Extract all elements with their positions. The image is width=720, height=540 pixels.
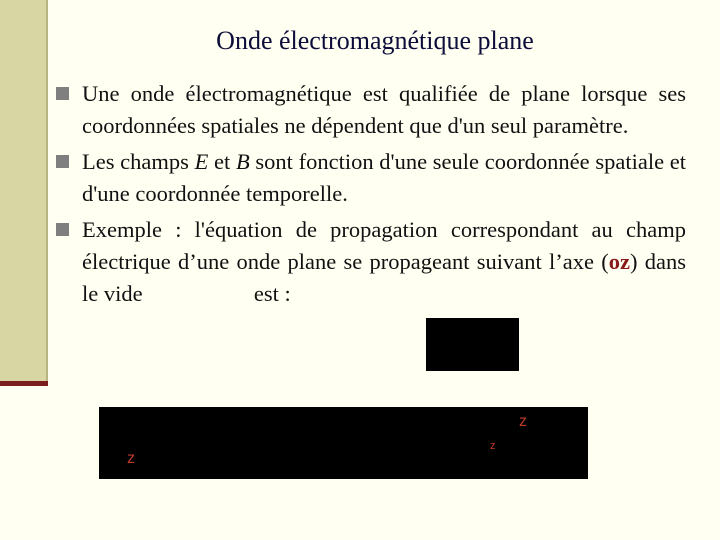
bullet-text-middle: ) dans le vide	[82, 249, 686, 306]
bullet-example	[56, 214, 686, 310]
field-e-symbol: E	[194, 149, 209, 174]
bullet-text: Une onde électromagnétique est qualifiée de plane lorsque ses coordonnées spatiales ne dépendent que d'un seul paramètre.	[82, 81, 686, 138]
bullet-list	[56, 78, 686, 314]
square-bullet-icon	[56, 223, 69, 236]
slide-title: Onde électromagnétique plane	[216, 26, 534, 55]
axis-oz-label: oz	[608, 249, 630, 274]
equation-z-label: z	[490, 440, 496, 452]
equation-z-label: z	[519, 413, 527, 430]
bullet-text-start: Les champs	[82, 149, 195, 174]
bullet-text-start: Exemple : l'équation de propagation correspondant au champ électrique d’une onde plane se propageant suivant l’axe (	[82, 217, 686, 274]
left-decorative-band	[0, 0, 48, 381]
field-b-symbol: B	[235, 149, 250, 174]
square-bullet-icon	[56, 87, 69, 100]
bullet-text-end: est :	[248, 281, 291, 306]
bullet-text-between: et	[208, 149, 236, 174]
inline-equation-image	[426, 318, 519, 371]
left-band-shadow	[0, 381, 48, 386]
left-band-edge	[46, 0, 48, 386]
propagation-equation-image	[99, 407, 588, 479]
bullet-text-end: sont fonction d'une seule coordonnée spatiale et d'une coordonnée temporelle.	[82, 149, 686, 206]
bullet-fields-dependence	[56, 146, 686, 210]
equation-z-label: z	[127, 450, 135, 467]
bullet-plane-wave-definition	[56, 78, 686, 142]
square-bullet-icon	[56, 155, 69, 168]
